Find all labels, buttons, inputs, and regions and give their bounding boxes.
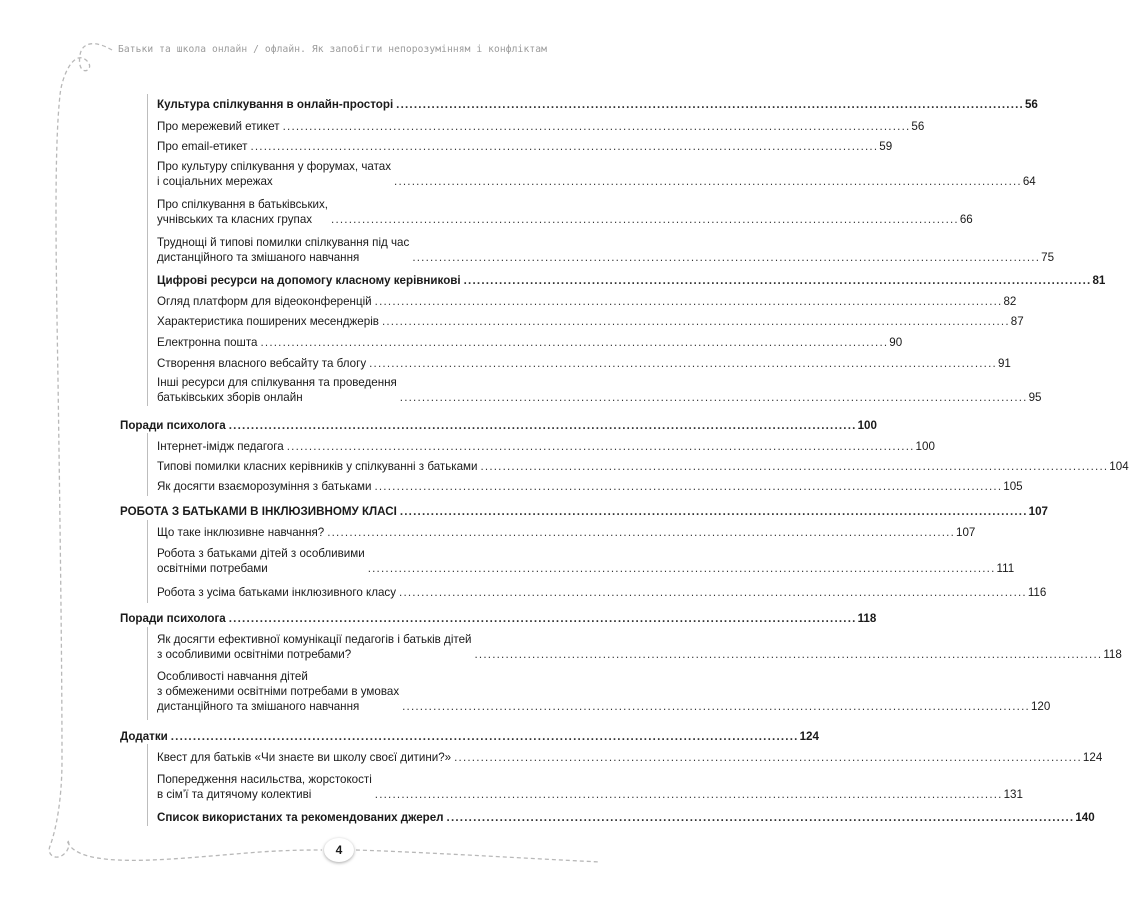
toc-entry-title: Додатки [120, 730, 168, 743]
toc-entry[interactable]: Як досягти взаєморозуміння з батьками .............................................................................................................................................. 105 [157, 480, 1023, 493]
toc-entry-page: 104 [1109, 460, 1129, 473]
toc-entry-page: 111 [996, 562, 1015, 575]
toc-entry[interactable]: Створення власного вебсайту та блогу .............................................................................................................................................. 91 [157, 357, 1011, 370]
toc-entry-page: 56 [911, 120, 925, 133]
toc-section-entry[interactable]: Поради психолога .............................................................................................................................................. 100 [120, 419, 877, 432]
toc-entry-page: 87 [1010, 315, 1024, 328]
toc-entry-page: 90 [889, 336, 903, 349]
page-number-badge: 4 [324, 838, 354, 862]
toc-entry-title: Робота з батьками дітей з особливими освітніми потребами [157, 547, 365, 575]
toc-entry-page: 120 [1030, 700, 1051, 713]
toc-entry-title: Типові помилки класних керівників у спілкуванні з батьками [157, 460, 478, 473]
toc-entry-title: Квест для батьків «Чи знаєте ви школу своєї дитини?» [157, 751, 452, 764]
toc-section-entry[interactable]: Поради психолога .............................................................................................................................................. 118 [120, 612, 877, 625]
toc-entry[interactable]: Про email-етикет .............................................................................................................................................. 59 [157, 140, 893, 153]
group-divider-line [147, 744, 148, 826]
toc-entry-page: 82 [1003, 295, 1017, 308]
toc-entry-page: 140 [1075, 811, 1095, 824]
toc-entry-title: Інтернет-імідж педагога [157, 440, 284, 453]
toc-entry[interactable]: Огляд платформ для відеоконференцій .............................................................................................................................................. 82 [157, 295, 1017, 308]
toc-entry[interactable]: Цифрові ресурси на допомогу класному керівникові .............................................................................................................................................. 81 [157, 274, 1106, 287]
toc-entry-title: Інші ресурси для спілкування та проведення батьківських зборів онлайн [157, 376, 397, 404]
toc-entry-title: Поради психолога [120, 612, 226, 625]
toc-entry[interactable]: Список використаних та рекомендованих джерел .............................................................................................................................................. 140 [157, 811, 1095, 824]
toc-entry[interactable]: Інші ресурси для спілкування та проведення батьківських зборів онлайн .............................................................................................................................................. 95 [157, 376, 1042, 404]
toc-entry-title: Характеристика поширених месенджерів [157, 315, 379, 328]
toc-entry[interactable]: Культура спілкування в онлайн-просторі .............................................................................................................................................. 56 [157, 98, 1038, 111]
toc-entry[interactable]: Про спілкування в батьківських, учнівських та класних групах .............................................................................................................................................. 66 [157, 198, 973, 226]
toc-entry-page: 105 [1003, 480, 1023, 493]
toc-entry-page: 124 [1082, 751, 1103, 764]
toc-entry-page: 116 [1027, 586, 1047, 599]
group-divider-line [147, 433, 148, 496]
toc-entry-page: 100 [915, 440, 935, 453]
toc-entry-title: Робота з усіма батьками інклюзивного класу [157, 586, 397, 599]
toc-entry[interactable]: Особливості навчання дітей з обмеженими освітніми потребами в умовах дистанційного та змішаного навчання .............................................................................................................................................. 120 [157, 670, 1051, 713]
toc-entry-title: Електронна пошта [157, 336, 258, 349]
toc-entry[interactable]: Робота з батьками дітей з особливими освітніми потребами .............................................................................................................................................. 111 [157, 547, 1015, 575]
toc-entry-title: Про спілкування в батьківських, учнівських та класних групах [157, 198, 329, 226]
toc-entry-page: 107 [956, 526, 976, 539]
group-divider-line [147, 627, 148, 720]
toc-entry-title: Створення власного вебсайту та блогу [157, 357, 367, 370]
toc-entry-title: Цифрові ресурси на допомогу класному керівникові [157, 274, 461, 287]
toc-entry-page: 95 [1028, 391, 1042, 404]
toc-chapter-entry[interactable]: РОБОТА З БАТЬКАМИ В ІНКЛЮЗИВНОМУ КЛАСІ .............................................................................................................................................. 107 [120, 505, 1048, 518]
toc-entry[interactable]: Про культуру спілкування у форумах, чатах і соціальних мережах .............................................................................................................................................. 64 [157, 160, 1036, 188]
toc-entry[interactable]: Як досягти ефективної комунікації педагогів і батьків дітей з особливими освітніми потребами? .............................................................................................................................................. 118 [157, 633, 1122, 661]
group-divider-line [147, 520, 148, 603]
toc-entry-page: 91 [997, 357, 1011, 370]
toc-entry-page: 118 [1103, 648, 1122, 661]
toc-entry-title: Про культуру спілкування у форумах, чатах і соціальних мережах [157, 160, 392, 188]
toc-entry[interactable]: Про мережевий етикет .............................................................................................................................................. 56 [157, 120, 925, 133]
toc-entry-title: Як досягти взаєморозуміння з батьками [157, 480, 372, 493]
toc-entry-title: Що таке інклюзивне навчання? [157, 526, 325, 539]
toc-entry-page: 118 [857, 612, 877, 625]
toc-entry-title: Про email-етикет [157, 140, 248, 153]
toc-entry-title: Особливості навчання дітей з обмеженими освітніми потребами в умовах дистанційного та змішаного навчання [157, 670, 400, 713]
toc-entry-page: 59 [879, 140, 893, 153]
toc-entry[interactable]: Електронна пошта .............................................................................................................................................. 90 [157, 336, 903, 349]
toc-entry-page: 56 [1024, 98, 1038, 111]
toc-entry-title: Поради психолога [120, 419, 226, 432]
toc-entry-title: Список використаних та рекомендованих джерел [157, 811, 444, 824]
toc-entry-title: Огляд платформ для відеоконференцій [157, 295, 372, 308]
toc-entry[interactable]: Труднощі й типові помилки спілкування під час дистанційного та змішаного навчання .............................................................................................................................................. 75 [157, 236, 1055, 264]
toc-entry-title: РОБОТА З БАТЬКАМИ В ІНКЛЮЗИВНОМУ КЛАСІ [120, 505, 397, 518]
toc-entry-page: 100 [857, 419, 877, 432]
toc-entry[interactable]: Що таке інклюзивне навчання? .............................................................................................................................................. 107 [157, 526, 976, 539]
toc-entry-page: 75 [1041, 251, 1055, 264]
toc-entry-page: 64 [1022, 175, 1036, 188]
toc-entry-title: Про мережевий етикет [157, 120, 280, 133]
toc-entry-title: Попередження насильства, жорстокості в сім’ї та дитячому колективі [157, 773, 372, 801]
toc-entry[interactable]: Робота з усіма батьками інклюзивного класу .............................................................................................................................................. 116 [157, 586, 1047, 599]
toc-section-entry[interactable]: Додатки .............................................................................................................................................. 124 [120, 730, 819, 743]
group-divider-line [147, 94, 148, 406]
toc-entry[interactable]: Квест для батьків «Чи знаєте ви школу своєї дитини?» .............................................................................................................................................. 124 [157, 751, 1103, 764]
toc-entry[interactable]: Характеристика поширених месенджерів .............................................................................................................................................. 87 [157, 315, 1024, 328]
toc-entry-page: 81 [1092, 274, 1106, 287]
toc-entry[interactable]: Інтернет-імідж педагога .............................................................................................................................................. 100 [157, 440, 935, 453]
toc-entry[interactable]: Попередження насильства, жорстокості в сім’ї та дитячому колективі .............................................................................................................................................. 131 [157, 773, 1023, 801]
running-header: Батьки та школа онлайн / офлайн. Як запобігти непорозумінням і конфліктам [118, 44, 547, 55]
toc-entry-page: 107 [1028, 505, 1048, 518]
toc-entry[interactable]: Типові помилки класних керівників у спілкуванні з батьками .............................................................................................................................................. 104 [157, 460, 1129, 473]
toc-entry-title: Культура спілкування в онлайн-просторі [157, 98, 394, 111]
toc-entry-title: Як досягти ефективної комунікації педагогів і батьків дітей з особливими освітніми потребами? [157, 633, 472, 661]
toc-entry-page: 66 [959, 213, 973, 226]
toc-entry-title: Труднощі й типові помилки спілкування під час дистанційного та змішаного навчання [157, 236, 410, 264]
toc-entry-page: 124 [799, 730, 819, 743]
toc-entry-page: 131 [1003, 788, 1023, 801]
